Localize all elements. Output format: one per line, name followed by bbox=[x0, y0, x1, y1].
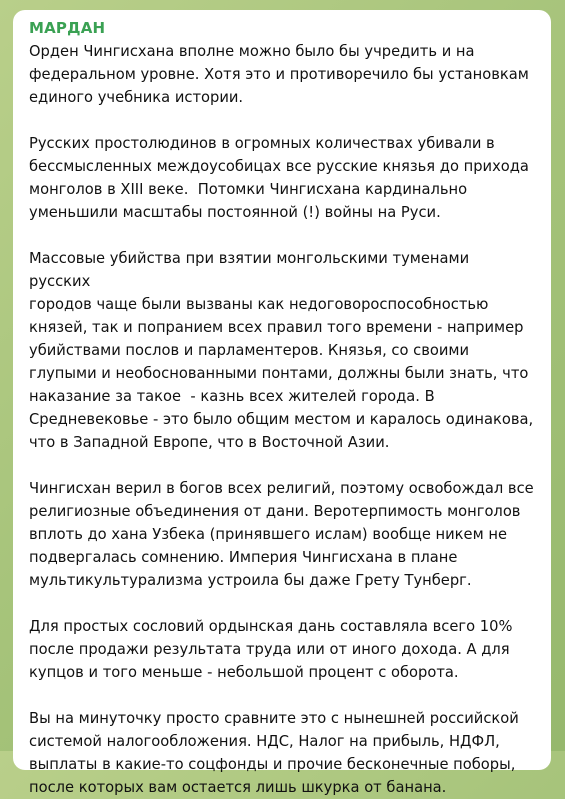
paragraph-gap bbox=[29, 454, 535, 477]
message-paragraph-1: Орден Чингисхана вполне можно было бы учредить и на федеральном уровне. Хотя это и противоречило бы установкам единого учебника истории. bbox=[29, 43, 529, 106]
paragraph-gap bbox=[29, 592, 535, 615]
message-bubble[interactable] bbox=[13, 10, 551, 796]
message-author[interactable]: МАРДАН bbox=[29, 19, 106, 37]
paragraph-gap bbox=[29, 684, 535, 707]
message-paragraph-4: Чингисхан верил в богов всех религий, поэтому освобождал все религиозные объединения от дани. Веротерпимость монголов вплоть до хана Узбека (принявшего ислам) вообще никем не подвергалась сомнению. Империя Чингисхана в плане мультикультурализма устроила бы даже Грету Тунберг. bbox=[29, 480, 534, 589]
message-paragraph-3: Массовые убийства при взятии монгольскими туменами русских городов чаще были вызваны как недоговороспособностью князей, так и попранием всех правил того времени - например убийствами послов и парламентеров. Князья, со своими глупыми и необоснованными понтами, должны были знать, что наказание за такое - казнь всех жителей города. В Средневековье - это было общим местом и каралось одинакова, что в Западной Европе, что в Восточной Азии. bbox=[29, 250, 534, 451]
message-paragraph-5: Для простых сословий ордынская дань составляла всего 10% после продажи результата труда или от иного дохода. А для купцов и того меньше - небольшой процент с оборота. bbox=[29, 618, 513, 681]
message-paragraph-2: Русских простолюдинов в огромных количествах убивали в бессмысленных междоусобицах все русские князья до прихода монголов в XIII веке. Потомки Чингисхана кардинально уменьшили масштабы постоянной (!) войны на Руси. bbox=[29, 135, 529, 221]
message-paragraph-6: Вы на минуточку просто сравните это с нынешней российской системой налогообложения. НДС, Налог на прибыль, НДФЛ, выплаты в какие-то соцфонды и прочие бесконечные поборы, после которых вам остается лишь шкурка от банана. bbox=[29, 710, 519, 796]
paragraph-gap bbox=[29, 109, 535, 132]
paragraph-gap bbox=[29, 224, 535, 247]
